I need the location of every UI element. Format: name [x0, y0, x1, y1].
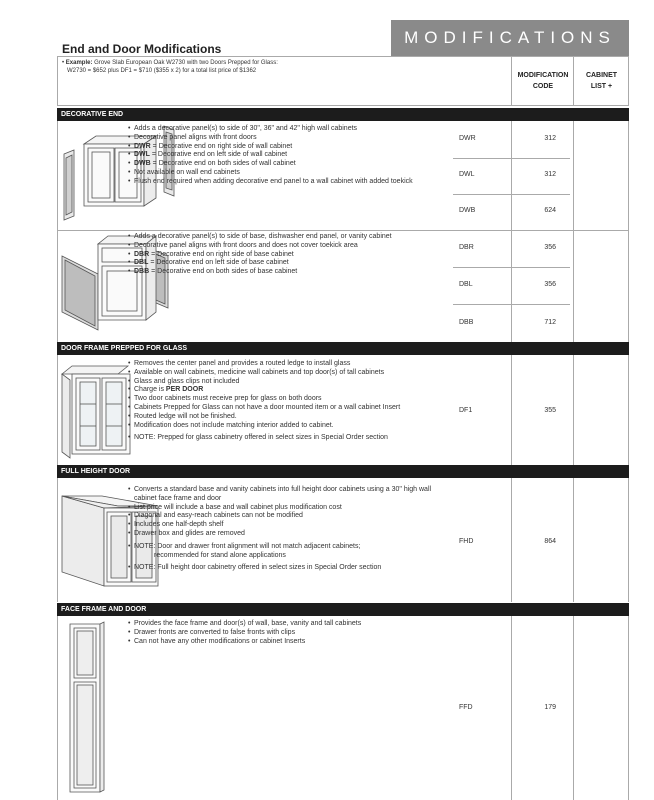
price-dbr: 356	[544, 244, 556, 251]
list-item: • Cabinets Prepped for Glass can not have a door mounted item or a wall cabinet Insert	[128, 404, 450, 413]
code-dbr: DBR	[459, 244, 474, 251]
price-df1: 355	[544, 407, 556, 414]
price-dwb: 624	[544, 207, 556, 214]
list-item: • Removes the center panel and provides a routed ledge to install glass	[128, 360, 450, 369]
glass-note: • NOTE: Prepped for glass cabinetry offered in select sizes in Special Order section	[128, 434, 450, 443]
list-item: • Available on wall cabinets, medicine wall cabinets and top door(s) of tall cabinets	[128, 369, 450, 378]
price-fhd: 864	[544, 538, 556, 545]
column-header-code: MODIFICATION CODE	[511, 57, 574, 105]
list-item: • Drawer fronts are converted to false fronts with clips	[128, 629, 450, 638]
code-dwb: DWB	[459, 207, 476, 214]
code-df1: DF1	[459, 407, 473, 414]
list-item: • DBB = Decorative end on both sides of base cabinet	[128, 268, 450, 277]
list-item: • DBL = Decorative end on left side of base cabinet	[128, 259, 450, 268]
list-item: • Flush end required when adding decorative end panel to a wall cabinet with added toekick	[128, 178, 450, 187]
page-title: End and Door Modifications	[62, 42, 222, 56]
list-item: • Decorative panel aligns with front doors	[128, 134, 450, 143]
list-item: • Provides the face frame and door(s) of wall, base, vanity and tall cabinets	[128, 620, 450, 629]
price-dbl: 356	[544, 281, 556, 288]
full-height-note-1: • NOTE: Door and drawer front alignment will not match adjacent cabinets;	[128, 543, 450, 552]
face-frame-door-illustration	[66, 620, 106, 796]
section-header-glass: DOOR FRAME PREPPED FOR GLASS	[57, 342, 629, 355]
list-item: • List price will include a base and wall cabinet plus modification cost	[128, 504, 450, 513]
list-item: • Diagonal and easy-reach cabinets can not be modified	[128, 512, 450, 521]
wall-decorative-end-bullets	[128, 125, 450, 187]
list-item: • Adds a decorative panel(s) to side of 30", 36" and 42" high wall cabinets	[128, 125, 450, 134]
code-fhd: FHD	[459, 538, 474, 545]
code-ffd: FFD	[459, 704, 473, 711]
code-dwl: DWL	[459, 171, 475, 178]
list-item: • Drawer box and glides are removed	[128, 530, 450, 539]
list-item: • Converts a standard base and vanity cabinets into full height door cabinets using a 30" high wall cabinet face frame and door	[128, 486, 450, 504]
example-text	[62, 60, 502, 75]
full-height-note-1-continued: recommended for stand alone applications	[154, 551, 286, 559]
glass-bullets	[128, 360, 450, 443]
example-box	[57, 56, 629, 106]
list-item: • DWL = Decorative end on left side of wall cabinet	[128, 151, 450, 160]
column-header-price: CABINET LIST +	[573, 57, 629, 105]
list-item: • Includes one half-depth shelf	[128, 521, 450, 530]
list-item: • DBR = Decorative end on right side of base cabinet	[128, 251, 450, 260]
price-dwr: 312	[544, 135, 556, 142]
full-height-bullets	[128, 486, 450, 573]
example-line-1: • Example: Grove Slab European Oak W2730 with two Doors Prepped for Glass:	[62, 60, 278, 66]
list-item: • DWR = Decorative end on right side of wall cabinet	[128, 143, 450, 152]
list-item: • Can not have any other modifications or cabinet Inserts	[128, 638, 450, 647]
price-ffd: 179	[544, 704, 556, 711]
list-item: • Adds a decorative panel(s) to side of base, dishwasher end panel, or vanity cabinet	[128, 233, 450, 242]
list-item: • Modification does not include matching interior added to cabinet.	[128, 422, 450, 431]
section-header-full-height: FULL HEIGHT DOOR	[57, 465, 629, 478]
modifications-banner: MODIFICATIONS	[391, 20, 629, 56]
list-item: • Two door cabinets must receive prep for glass on both doors	[128, 395, 450, 404]
list-item: • DWB = Decorative end on both sides of wall cabinet	[128, 160, 450, 169]
face-frame-bullets	[128, 620, 450, 646]
price-dbb: 712	[544, 319, 556, 326]
example-line-2: W2730 = $652 plus DF1 = $710 ($355 x 2) for a total list price of $1362	[67, 67, 257, 74]
code-dbl: DBL	[459, 281, 473, 288]
code-dbb: DBB	[459, 319, 474, 326]
price-dwl: 312	[544, 171, 556, 178]
list-item: • Routed ledge will not be finished.	[128, 413, 450, 422]
list-item: • Decorative panel aligns with front doors and does not cover toekick area	[128, 242, 450, 251]
section-header-face-frame: FACE FRAME AND DOOR	[57, 603, 629, 616]
base-decorative-end-bullets	[128, 233, 450, 277]
list-item: • Charge is PER DOOR	[128, 386, 450, 395]
full-height-note-2: • NOTE: Full height door cabinetry offered in select sizes in Special Order section	[128, 564, 450, 573]
section-header-decorative-end: DECORATIVE END	[57, 108, 629, 121]
list-item: • Glass and glass clips not included	[128, 378, 450, 387]
list-item: • Not available on wall end cabinets	[128, 169, 450, 178]
code-dwr: DWR	[459, 135, 476, 142]
